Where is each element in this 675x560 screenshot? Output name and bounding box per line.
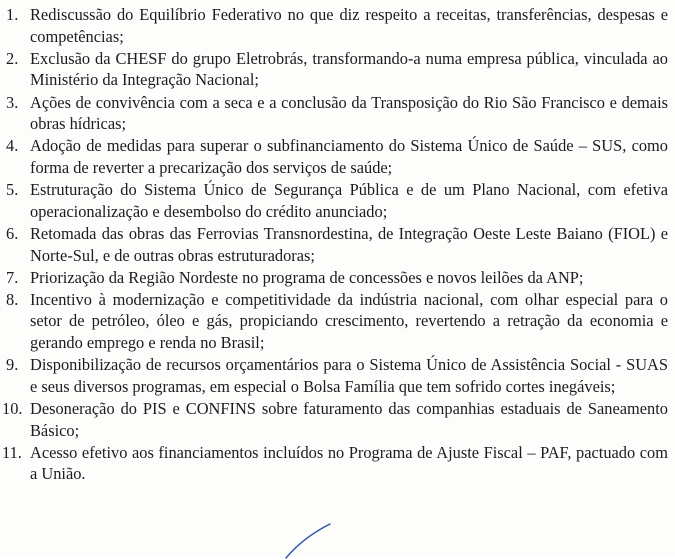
pen-mark-icon bbox=[282, 520, 342, 560]
item-number: 1. bbox=[6, 5, 19, 24]
item-number: 9. bbox=[6, 355, 19, 375]
item-number: 7. bbox=[6, 267, 19, 287]
item-text: Rediscussão do Equilíbrio Federativo no que diz respeito a receitas, transferências, despesas e competências; bbox=[30, 5, 668, 46]
list-item bbox=[6, 267, 668, 289]
list-item bbox=[6, 354, 668, 397]
item-text: Priorização da Região Nordeste no programa de concessões e novos leilões da ANP; bbox=[30, 267, 584, 287]
item-number: 2. bbox=[6, 48, 19, 68]
item-text: Adoção de medidas para superar o subfinanciamento do Sistema Único de Saúde – SUS, como forma de reverter a precarização dos serviços de saúde; bbox=[30, 136, 668, 177]
list-item bbox=[6, 4, 668, 47]
item-number: 6. bbox=[6, 223, 19, 243]
list-item bbox=[6, 179, 668, 222]
numbered-list bbox=[2, 4, 668, 486]
list-item bbox=[6, 223, 668, 266]
item-number: 11. bbox=[2, 442, 22, 462]
list-item bbox=[2, 442, 668, 485]
item-text: Acesso efetivo aos financiamentos incluídos no Programa de Ajuste Fiscal – PAF, pactuado com a União. bbox=[30, 442, 668, 484]
list-item bbox=[2, 398, 668, 441]
item-number: 8. bbox=[6, 289, 19, 309]
list-item bbox=[6, 48, 668, 91]
item-text: Desoneração do PIS e CONFINS sobre faturamento das companhias estaduais de Saneamento Básico; bbox=[30, 399, 668, 440]
list-item bbox=[6, 92, 668, 135]
list-item bbox=[6, 135, 668, 178]
item-text: Exclusão da CHESF do grupo Eletrobrás, transformando-a numa empresa pública, vinculada ao Ministério da Integração Nacional; bbox=[30, 48, 668, 90]
item-number: 5. bbox=[6, 180, 19, 200]
item-number: 3. bbox=[6, 92, 19, 112]
item-text: Incentivo à modernização e competitividade da indústria nacional, com olhar especial para o setor de petróleo, óleo e gás, propiciando crescimento, revertendo a retração da economia e gerando emprego e renda no Brasil; bbox=[30, 289, 668, 353]
item-text: Disponibilização de recursos orçamentários para o Sistema Único de Assistência Social - SUAS e seus diversos programas, em especial o Bolsa Família que tem sofrido cortes inegáveis; bbox=[30, 355, 668, 396]
item-number: 10. bbox=[2, 399, 23, 419]
list-item bbox=[6, 289, 668, 354]
item-number: 4. bbox=[6, 136, 19, 156]
item-text: Retomada das obras das Ferrovias Transnordestina, de Integração Oeste Leste Baiano (FIOL) e Norte-Sul, e de outras obras estruturadoras; bbox=[30, 223, 668, 265]
item-text: Ações de convivência com a seca e a conclusão da Transposição do Rio São Francisco e demais obras hídricas; bbox=[30, 92, 668, 134]
item-text: Estruturação do Sistema Único de Segurança Pública e de um Plano Nacional, com efetiva operacionalização e desembolso do crédito anunciado; bbox=[30, 180, 668, 221]
